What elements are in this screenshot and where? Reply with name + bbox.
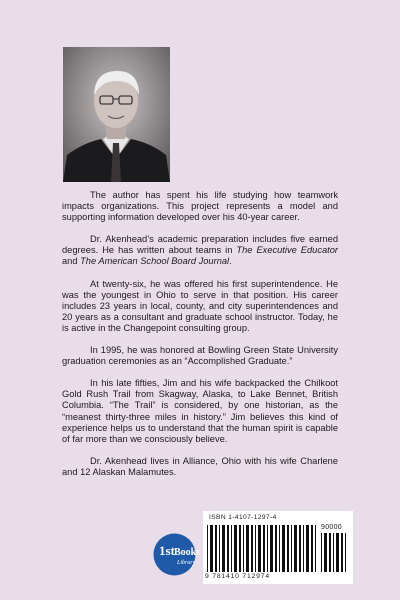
barcode-bar: [255, 525, 256, 572]
barcode-bar: [303, 525, 304, 572]
barcode-bar: [341, 533, 343, 572]
price-code: 90000: [321, 524, 342, 531]
bio-text: In 1995, he was honored at Bowling Green State University graduation ceremonies as an “Accomplished Graduate.”: [62, 345, 338, 367]
barcode-bar: [333, 533, 334, 572]
barcode-bar: [311, 525, 313, 572]
barcode-bar: [215, 525, 217, 572]
bio-text: Dr. Akenhead lives in Alliance, Ohio with his wife Charlene and 12 Alaskan Malamutes.: [62, 455, 338, 477]
bio-paragraph: [62, 234, 338, 267]
barcode-bar: [275, 525, 277, 572]
barcode-bar: [219, 525, 220, 572]
barcode-bar: [263, 525, 265, 572]
barcode-bar: [234, 525, 237, 572]
barcode-bar: [306, 525, 309, 572]
barcode-panel: [203, 511, 353, 584]
barcode-bar: [294, 525, 297, 572]
barcode-bar: [324, 533, 327, 572]
publisher-logo: [153, 533, 201, 576]
logo-line1: 1st: [159, 543, 175, 558]
barcode-bar: [270, 525, 273, 572]
barcode-bar: [258, 525, 261, 572]
bio-paragraph: [62, 190, 338, 223]
barcode-bar: [207, 525, 208, 572]
barcode-bar: [282, 525, 285, 572]
barcode-bar: [345, 533, 346, 572]
barcode-bar: [251, 525, 253, 572]
barcode-bar: [246, 525, 249, 572]
barcode-bar: [227, 525, 229, 572]
barcode-bar: [243, 525, 244, 572]
barcode-bar: [279, 525, 280, 572]
bio-text: Dr. Akenhead’s academic preparation includes five earned degrees. He has written about teams in: [62, 234, 338, 256]
barcode-bar: [287, 525, 289, 572]
author-biography: [62, 190, 338, 489]
bio-text: .: [229, 256, 232, 267]
barcode-bar: [239, 525, 241, 572]
bio-text: and: [62, 256, 81, 267]
bio-paragraph: [62, 279, 338, 334]
bio-text: At twenty-six, he was offered his first superintendence. He was the youngest in Ohio to serve in that position. His career includes 23 years in local, county, and city superintendences and 20 years as a consultant and graduate school instructor. Today, he is active in the Changepoint consulting group.: [62, 278, 338, 333]
barcode-bar: [222, 525, 225, 572]
barcode-bar: [231, 525, 232, 572]
bio-paragraph: [62, 456, 338, 478]
isbn-label: ISBN 1-4107-1297-4: [209, 514, 277, 521]
bio-paragraph: [62, 345, 338, 367]
addon-barcode-icon: [321, 533, 349, 572]
logo-line3: Library: [177, 560, 196, 566]
ean-barcode-icon: [207, 525, 319, 572]
bio-text: The author has spent his life studying how teamwork impacts organizations. This project represents a model and supporting information developed over his 40-year career.: [62, 190, 338, 223]
barcode-bar: [291, 525, 292, 572]
barcode-bar: [267, 525, 268, 572]
author-portrait-icon: [63, 47, 170, 182]
barcode-bar: [321, 533, 322, 572]
ean-number: 9 781410 712974: [205, 573, 270, 580]
barcode-bar: [315, 525, 316, 572]
barcode-bar: [210, 525, 213, 572]
author-photo: [63, 47, 170, 182]
barcode-bar: [329, 533, 331, 572]
barcode-bar: [299, 525, 301, 572]
bio-text: In his late fifties, Jim and his wife backpacked the Chilkoot Gold Rush Trail from Skagway, Alaska, to Lake Bennet, British Columbia. “The Trail” is considered, by one historian, as the “meanest thirty-three miles in history.” Jim believes this kind of experience helps us to understand that the human spirit is capable of far more than we consciously believe.: [62, 378, 338, 444]
logo-line2: Books: [174, 547, 201, 558]
publication-title: The Executive Educator: [236, 245, 339, 256]
barcode-bar: [336, 533, 339, 572]
publication-title: The American School Board Journal: [80, 256, 230, 267]
bio-paragraph: [62, 378, 338, 445]
